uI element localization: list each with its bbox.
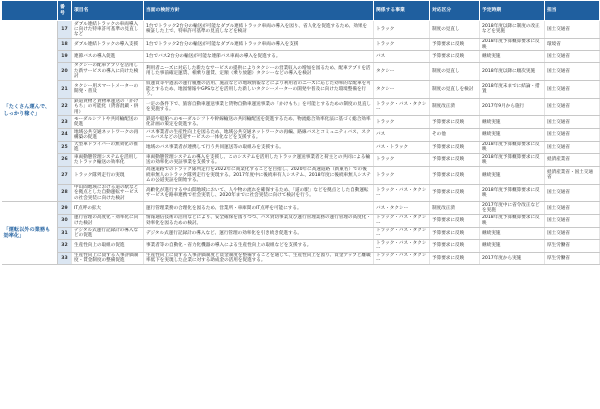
response-category: 制度の見直し xyxy=(430,21,480,39)
table-row xyxy=(2,21,600,39)
schedule: 2018年度予算概算要求に反映 xyxy=(480,184,545,202)
policy-text: 1台でトラック2台分の輸送が可能なダブル連結トラック車両の導入を図り、省人化を促進するため、効果を検証した上で、特車許可基準の見直しなどを検討 xyxy=(144,21,374,39)
related-business: トラック・バス・タクシー xyxy=(374,98,430,116)
row-number: 29 xyxy=(58,202,72,215)
header-schedule: 予定時期 xyxy=(480,1,545,21)
row-number: 27 xyxy=(58,166,72,184)
item-name: 運行管理の高度化・効率化に向けた検討 xyxy=(72,214,144,227)
response-category: 予算要求に反映 xyxy=(430,227,480,240)
item-name: デジタル式運行記録計の導入などの促進 xyxy=(72,227,144,240)
header-num: 番号 xyxy=(58,1,72,21)
policy-text: 1台でバス2台分の輸送が可能な連節バス車両の導入を促進する。 xyxy=(144,51,374,63)
ministry: 国土交通省 xyxy=(545,227,600,240)
table-row xyxy=(2,80,600,98)
policy-text: 生産性向上に資する人事評価制度と賃金制度を整備することを通じて、生産性向上を図り、賃金アップと離職率低下を実現した企業に対する助成金の活用を促進する。 xyxy=(144,252,374,265)
ministry: 厚生労働省 xyxy=(545,252,600,265)
row-number: 21 xyxy=(58,80,72,98)
related-business: トラック xyxy=(374,166,430,184)
row-number: 20 xyxy=(58,62,72,80)
response-category: 制度の見直しを検討 xyxy=(430,80,480,98)
related-business: トラック・バス・タクシー xyxy=(374,227,430,240)
table-row xyxy=(2,141,600,154)
related-business: トラック xyxy=(374,154,430,167)
related-business: トラック・バス・タクシー xyxy=(374,184,430,202)
policy-text: デジタル式運行記録計の導入など、運行管理の効率化を引き続き促進する。 xyxy=(144,227,374,240)
schedule: 2018年度予算概算要求に反映 xyxy=(480,214,545,227)
item-name: ダブル連結トラックの導入支援 xyxy=(72,38,144,51)
related-business: トラック・バス・タクシー xyxy=(374,252,430,265)
related-business: タクシー xyxy=(374,80,430,98)
response-category: その他 xyxy=(430,129,480,142)
related-business: トラック・バス・タクシー xyxy=(374,240,430,253)
policy-text: 高齢化が進行する中山間地域において、人や物の流れを確保するため、「道の駅」などを拠点とした自動運転サービスを路車連携で社会実装し、2020年までに社会実装に向けて検討を行う。 xyxy=(144,184,374,202)
schedule: 2018年度予算概算要求に反映 xyxy=(480,38,545,51)
response-category: 予算要求に反映 xyxy=(430,184,480,202)
row-number: 30 xyxy=(58,214,72,227)
item-name: モーダルシフトや共同輸配送の促進 xyxy=(72,116,144,129)
ministry: 国土交通省 xyxy=(545,116,600,129)
policy-table xyxy=(1,0,600,265)
schedule: 2017年9月から施行 xyxy=(480,98,545,116)
row-number: 22 xyxy=(58,98,72,116)
ministry: 国土交通省 xyxy=(545,62,600,80)
policy-text: 一定の条件下で、旅客自動車運送事業と貨物自動車運送事業の「かけもち」を可能とするための制度の見直しを実施する。 xyxy=(144,98,374,116)
row-number: 26 xyxy=(58,154,72,167)
ministry: 国土交通省 xyxy=(545,214,600,227)
row-number: 19 xyxy=(58,51,72,63)
related-business: バス・トラック xyxy=(374,141,430,154)
row-number: 25 xyxy=(58,141,72,154)
table-row xyxy=(2,227,600,240)
policy-text: 1台でトラック2台分の輸送が可能なダブル連結トラック車両の導入を支援 xyxy=(144,38,374,51)
ministry: 経済産業省 xyxy=(545,154,600,167)
response-category: 制度改正済 xyxy=(430,202,480,215)
policy-text: 鉄道や船舶へのモーダルシフトや幹線輸送の共同輸配送を促進するため、物流総合効率化法に基づく総合効率化計画の策定を促進する。 xyxy=(144,116,374,129)
schedule: 継続実施 xyxy=(480,227,545,240)
schedule: 2018年度予算概算要求に反映 xyxy=(480,154,545,167)
related-business: バス・タクシー xyxy=(374,202,430,215)
table-row xyxy=(2,154,600,167)
response-category: 予算要求に反映 xyxy=(430,240,480,253)
related-business: トラック・バス・タクシー xyxy=(374,214,430,227)
item-name: 地域公共交通ネットワークの再構築の促進 xyxy=(72,129,144,142)
item-name: トラック隊列走行の実現 xyxy=(72,166,144,184)
response-category: 制度改正済 xyxy=(430,98,480,116)
item-name: 大型車ドライバーの無効化の推進 xyxy=(72,141,144,154)
schedule: 2018年度以降に制度の改正などを実施 xyxy=(480,21,545,39)
related-business: トラック xyxy=(374,116,430,129)
item-name: 生産性向上の取組の促進 xyxy=(72,240,144,253)
related-business: トラック xyxy=(374,21,430,39)
item-name: IT点呼の拡大 xyxy=(72,202,144,215)
schedule: 2018年度以降に順次実施 xyxy=(480,62,545,80)
schedule: 2017年度から実施 xyxy=(480,252,545,265)
response-category: 予算要求に反映 xyxy=(430,154,480,167)
table-row xyxy=(2,116,600,129)
row-number: 33 xyxy=(58,252,72,265)
item-name: 鉄道貨物と貨物車運送の「かけもち」の可能化（貨客混載・併用） xyxy=(72,98,144,116)
row-number: 18 xyxy=(58,38,72,51)
schedule: 継続実施 xyxy=(480,240,545,253)
related-business: トラック xyxy=(374,38,430,51)
ministry: 国土交通省 xyxy=(545,21,600,39)
ministry: 国土交通省 xyxy=(545,51,600,63)
table-row xyxy=(2,214,600,227)
policy-text: 運行管理業務の合理化を図るため、営業所・車庫間のIT点呼を可能にする。 xyxy=(144,202,374,215)
schedule: 継続実施 xyxy=(480,51,545,63)
item-name: タクシーの配車アプリを活用した新サービスの導入に向けた検討 xyxy=(72,62,144,80)
schedule: 継続実施 xyxy=(480,129,545,142)
policy-text: 高速道路でのトラック隊列走行を2022年に商業化することを目指し、2020年に高速道路（新東名）での後続車無人のトラック隊列走行を実現する。2017年度中に後続車有人システム、2018年度に後続車無人システムの公道実証を開始する。 xyxy=(144,166,374,184)
policy-text: 車両動態管理システムの導入を支援し、このシステムを活用したトラック運送事業者と荷主との共同による輸送の効率化の実証事業を支援する。 xyxy=(144,154,374,167)
response-category: 予算要求に反映 xyxy=(430,116,480,129)
response-category: 予算要求に反映 xyxy=(430,51,480,63)
related-business: タクシー xyxy=(374,62,430,80)
schedule: 2018年度予算概算要求に反映 xyxy=(480,141,545,154)
ministry: 厚生労働省 xyxy=(545,240,600,253)
schedule: 継続実施 xyxy=(480,166,545,184)
item-name: 生産性向上に資する人事評価制度・賃金制度の整備促進 xyxy=(72,252,144,265)
row-number: 24 xyxy=(58,129,72,142)
item-name: 中山間地域における道の駅などを拠点とした自動運転サービスの社会実装に向けた検討 xyxy=(72,184,144,202)
schedule: 2018年度末までに結論・措置 xyxy=(480,80,545,98)
ministry: 国土交通省 xyxy=(545,141,600,154)
row-number: 28 xyxy=(58,184,72,202)
table-row xyxy=(2,184,600,202)
policy-text: 地域のバス事業者が連携して行う共同運送等の取組みを支援する。 xyxy=(144,141,374,154)
ministry: 国土交通省 xyxy=(545,80,600,98)
ministry: 国土交通省 xyxy=(545,129,600,142)
row-number: 23 xyxy=(58,116,72,129)
group-label: 「たくさん運んで、しっかり稼ぐ」 xyxy=(2,21,58,202)
table-row xyxy=(2,202,600,215)
related-business: バス xyxy=(374,51,430,63)
ministry: 環境省 xyxy=(545,38,600,51)
response-category: 予算要求に反映 xyxy=(430,166,480,184)
header-policy: 当面の検討方針 xyxy=(144,1,374,21)
table-row xyxy=(2,51,600,63)
ministry: 経済産業省・国土交通省 xyxy=(545,166,600,184)
schedule: 継続実施 xyxy=(480,116,545,129)
table-row xyxy=(2,252,600,265)
response-category: 制度の見直し xyxy=(430,62,480,80)
policy-text: 事業者等の自動化・省力化機器の導入による生産性向上の取組などを支援する。 xyxy=(144,240,374,253)
schedule: 2017年度中に省令改正などを実施 xyxy=(480,202,545,215)
policy-text: 情報通信技術の活用などにより、安全確保を図りつつ、バス貸切事業及び運行管理業務の運行管理の高度化・効率化を図るための検討。 xyxy=(144,214,374,227)
item-name: 車両動態管理システムを活用したトラック輸送の効率化 xyxy=(72,154,144,167)
table-row xyxy=(2,129,600,142)
policy-text: 仮運賃等や過去の運行履歴の活用、施設などの地域情報などにより利用者のニーズに応じた効率的な配車を可能とするため、地図情報やGPSなどを活用した新しいタクシーメーターの開発や普及に向けた環境整備を行う。 xyxy=(144,80,374,98)
table-row xyxy=(2,98,600,116)
group-label: 「運転以外の業務も効率化」 xyxy=(2,202,58,265)
table-row xyxy=(2,38,600,51)
header-ministry: 担当 xyxy=(545,1,600,21)
ministry: 国土交通省 xyxy=(545,184,600,202)
policy-text: バス事業者の生産性向上を図るため、地域公共交通ネットワークの再編、路線バスとコミュニティバス、スクールバスなどの送迎サービスの一体化などを支援する。 xyxy=(144,129,374,142)
related-business: バス xyxy=(374,129,430,142)
response-category: 予算要求に反映 xyxy=(430,141,480,154)
row-number: 31 xyxy=(58,227,72,240)
table-row xyxy=(2,166,600,184)
response-category: 予算要求に反映 xyxy=(430,252,480,265)
header-row xyxy=(2,1,600,21)
row-number: 17 xyxy=(58,21,72,39)
item-name: ダブル連結トラックの車両導入に向けた特車許可基準の見直しなど xyxy=(72,21,144,39)
table-row xyxy=(2,240,600,253)
response-category: 予算要求に反映 xyxy=(430,214,480,227)
header-related: 関係する事業 xyxy=(374,1,430,21)
ministry: 国土交通省 xyxy=(545,202,600,215)
header-group xyxy=(2,1,58,21)
policy-text: 利用者ニーズに対応した新たなサービスの提供によりタクシーの営業収入の増加を図るため、配車アプリを活用した事前確定運賃、相乗り運賃、定額（乗り放題）タクシーなどの導入を検討 xyxy=(144,62,374,80)
response-category: 予算要求に反映 xyxy=(430,38,480,51)
item-name: 連節バスの導入促進 xyxy=(72,51,144,63)
ministry: 国土交通省 xyxy=(545,98,600,116)
table-row xyxy=(2,62,600,80)
row-number: 32 xyxy=(58,240,72,253)
header-category: 対応区分 xyxy=(430,1,480,21)
item-name: タクシー用スマートメーターの開発・普及 xyxy=(72,80,144,98)
header-item: 項目名 xyxy=(72,1,144,21)
